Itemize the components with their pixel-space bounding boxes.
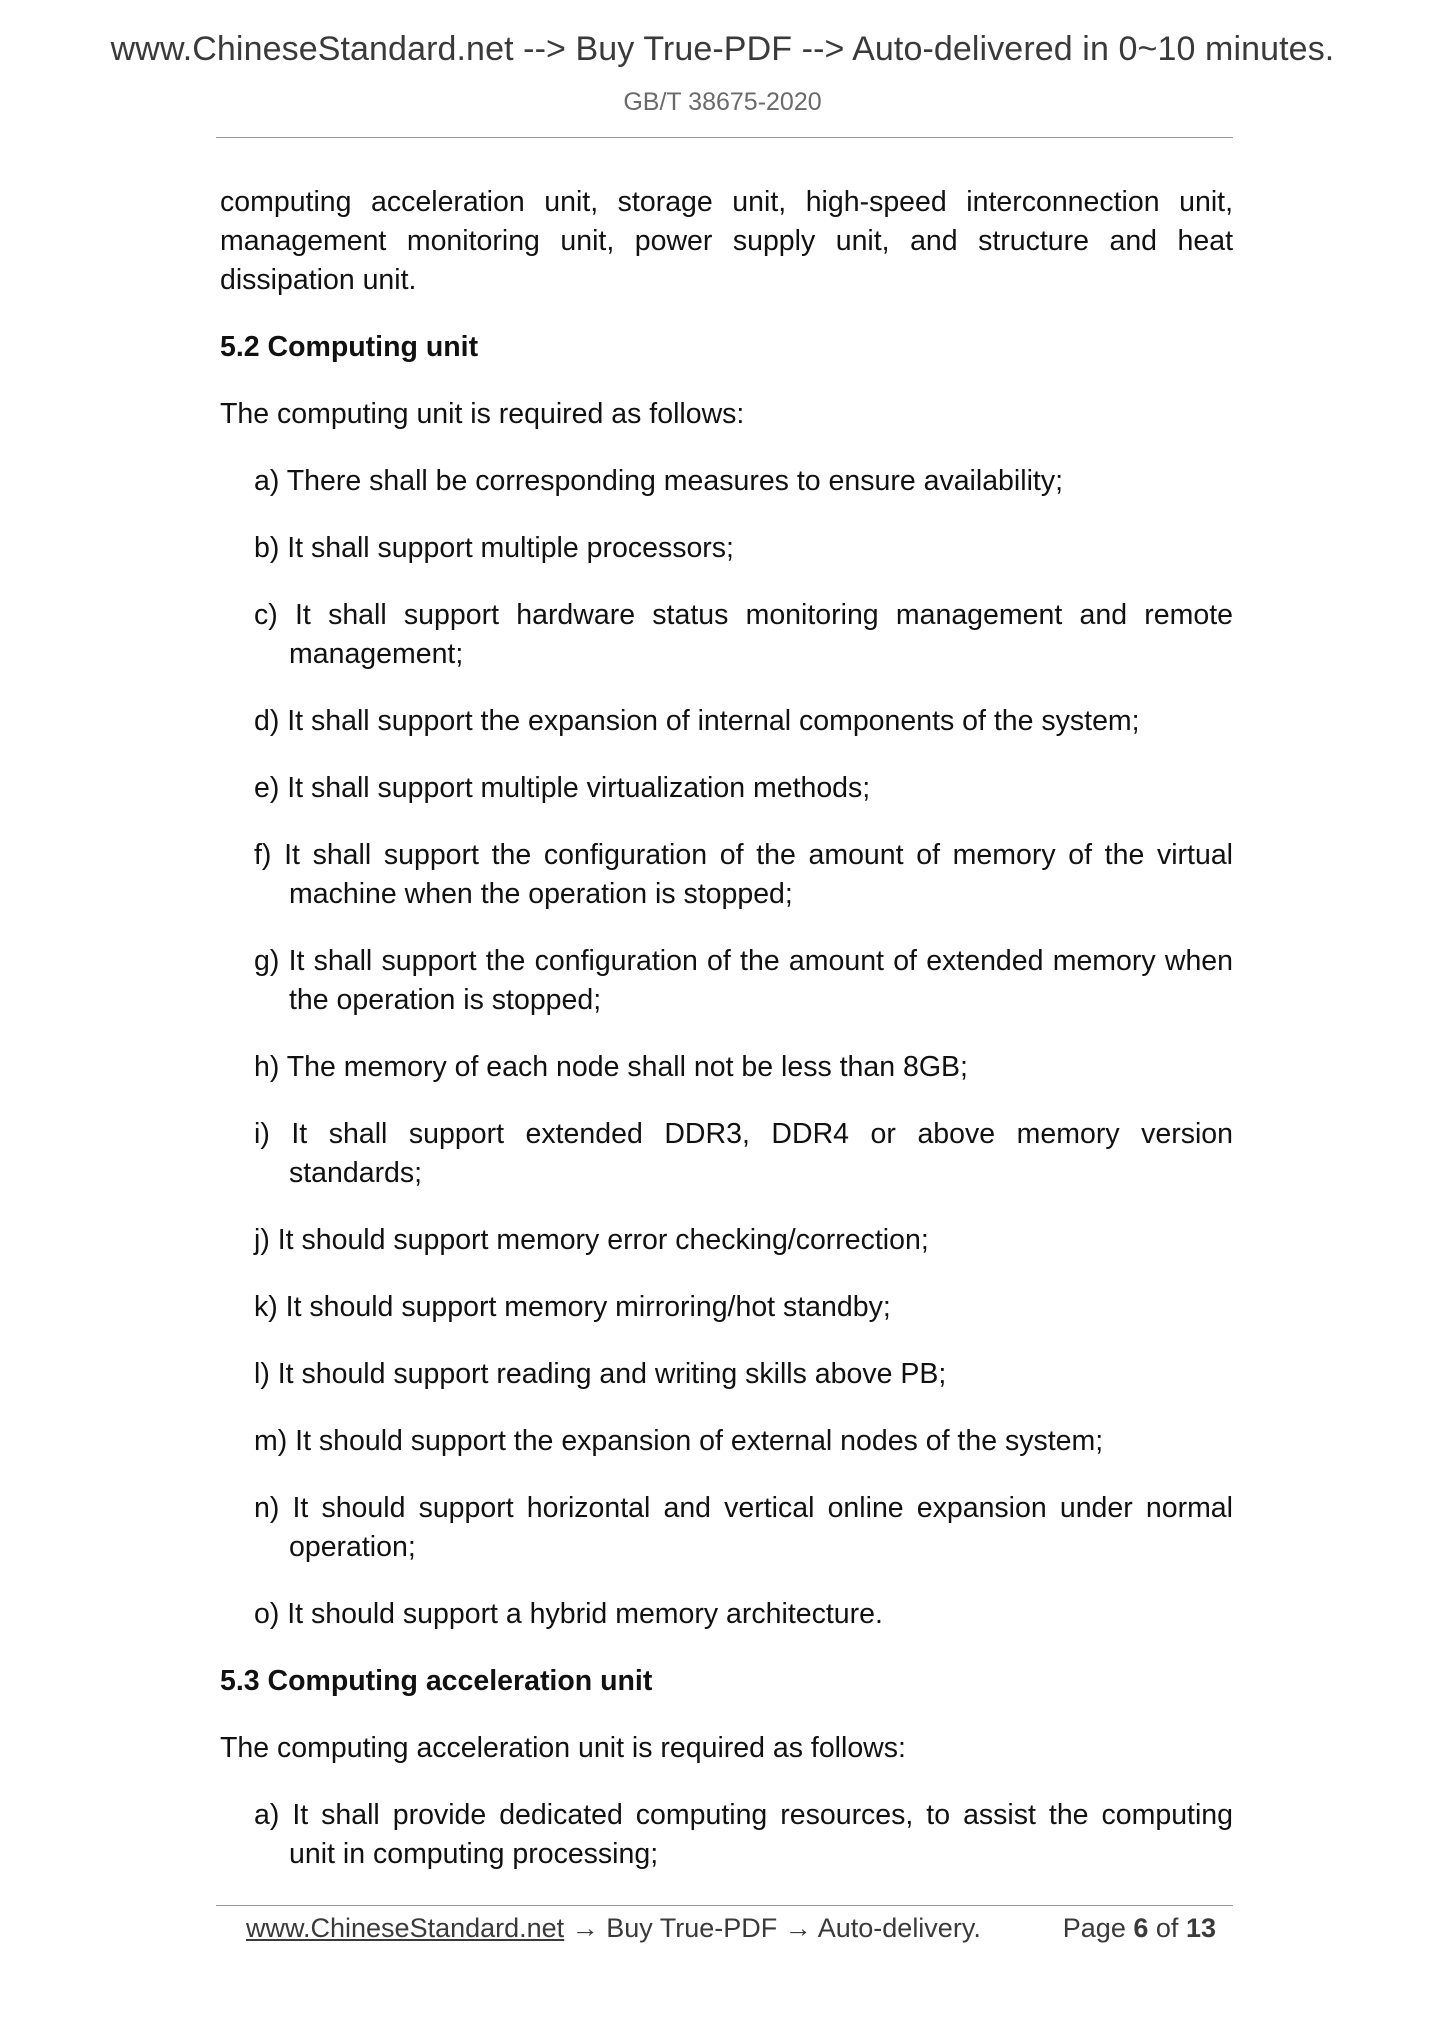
list-item: g) It shall support the configuration of the amount of extended memory when the operation is stopped; xyxy=(254,945,1233,1016)
section-lead-5-2: The computing unit is required as follows: xyxy=(220,398,745,430)
list-item: b) It shall support multiple processors; xyxy=(254,532,734,564)
page-current: 6 xyxy=(1133,1913,1149,1943)
page-footer xyxy=(246,1905,1216,1947)
list-item: i) It shall support extended DDR3, DDR4 or above memory version standards; xyxy=(254,1118,1233,1189)
header-divider xyxy=(216,137,1233,138)
intro-paragraph: computing acceleration unit, storage unit, high-speed interconnection unit, management monitoring unit, power supply unit, and structure and heat dissipation unit. xyxy=(220,186,1233,296)
list-item: a) There shall be corresponding measures to ensure availability; xyxy=(254,465,1063,497)
page-label: Page xyxy=(1062,1913,1126,1943)
page-total: 13 xyxy=(1185,1913,1216,1943)
list-item: d) It shall support the expansion of internal components of the system; xyxy=(254,705,1140,737)
top-banner: www.ChineseStandard.net --> Buy True-PDF --> Auto-delivered in 0~10 minutes. xyxy=(110,30,1335,68)
section-lead-5-3: The computing acceleration unit is required as follows: xyxy=(220,1732,906,1764)
list-item: m) It should support the expansion of external nodes of the system; xyxy=(254,1425,1104,1457)
list-item: c) It shall support hardware status monitoring management and remote management; xyxy=(254,599,1233,670)
requirements-list-5-2 xyxy=(220,462,1233,1634)
list-item: j) It should support memory error checking/correction; xyxy=(254,1224,929,1256)
section-heading-5-3: 5.3 Computing acceleration unit xyxy=(220,1665,653,1697)
list-item: n) It should support horizontal and vertical online expansion under normal operation; xyxy=(254,1492,1233,1563)
section-heading-5-2: 5.2 Computing unit xyxy=(220,331,479,363)
footer-promo xyxy=(246,1913,981,1944)
footer-delivery-text: → Buy True-PDF → Auto-delivery. xyxy=(564,1913,981,1943)
list-item: o) It should support a hybrid memory architecture. xyxy=(254,1598,883,1630)
list-item: a) It shall provide dedicated computing resources, to assist the computing unit in computing processing; xyxy=(254,1799,1233,1870)
page-indicator xyxy=(1063,1913,1216,1944)
list-item: f) It shall support the configuration of the amount of memory of the virtual machine when the operation is stopped; xyxy=(254,839,1233,910)
list-item: k) It should support memory mirroring/hot standby; xyxy=(254,1291,891,1323)
list-item: l) It should support reading and writing skills above PB; xyxy=(254,1358,947,1390)
list-item: e) It shall support multiple virtualization methods; xyxy=(254,772,871,804)
requirements-list-5-3 xyxy=(220,1796,1233,1874)
list-item: h) The memory of each node shall not be less than 8GB; xyxy=(254,1051,968,1083)
standard-code: GB/T 38675-2020 xyxy=(623,88,822,116)
page-of: of xyxy=(1155,1913,1179,1943)
footer-site-link[interactable]: www.ChineseStandard.net xyxy=(246,1913,565,1943)
document-body xyxy=(220,183,1233,1874)
